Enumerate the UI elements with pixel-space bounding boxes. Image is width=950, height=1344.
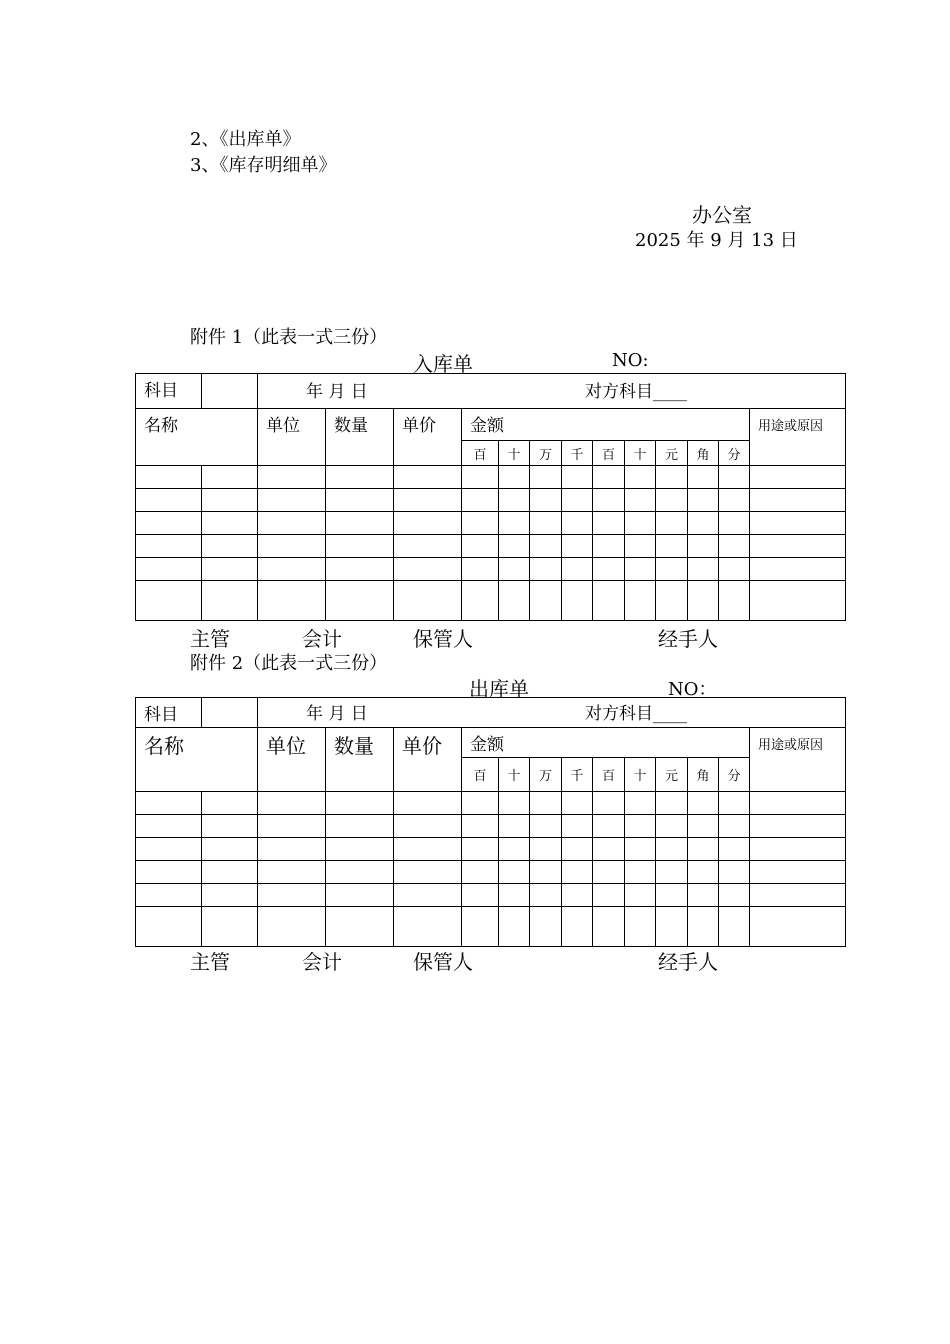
- digit-yuan: 元: [656, 758, 688, 792]
- table-row[interactable]: [136, 815, 846, 838]
- table-row[interactable]: [136, 558, 846, 581]
- table-row[interactable]: [136, 512, 846, 535]
- form-number-label: NO:: [612, 350, 649, 371]
- digit-jiao: 角: [688, 441, 719, 466]
- list-item-outbound: 2、《出库单》: [190, 129, 301, 150]
- table-row[interactable]: [136, 861, 846, 884]
- header-quantity: 数量: [326, 409, 394, 466]
- attachment-caption: 附件 1（此表一式三份）: [190, 327, 388, 348]
- table-row[interactable]: [136, 535, 846, 558]
- digit-hundred: 百: [593, 441, 625, 466]
- digit-thousand: 千: [562, 758, 593, 792]
- table-row[interactable]: [136, 466, 846, 489]
- signature-handler: 经手人: [658, 627, 718, 651]
- digit-jiao: 角: [688, 758, 719, 792]
- digit-ten-million: 十: [499, 441, 530, 466]
- header-purpose: 用途或原因: [750, 728, 846, 792]
- signature-accountant: 会计: [302, 950, 342, 974]
- table-row[interactable]: [136, 581, 846, 621]
- signature-keeper: 保管人: [413, 627, 473, 651]
- header-name: 名称: [136, 409, 258, 466]
- form-number-label: NO：: [668, 679, 717, 700]
- form-title: 入库单: [413, 352, 473, 376]
- digit-thousand: 千: [562, 441, 593, 466]
- digit-ten-thousand: 万: [530, 758, 562, 792]
- subject-value-cell[interactable]: [202, 374, 258, 409]
- subject-value-cell[interactable]: [202, 698, 258, 728]
- date-counter-cell: 年 月 日 对方科目____: [258, 698, 846, 728]
- inbound-form-table: [135, 373, 846, 621]
- header-amount: 金额: [462, 728, 750, 758]
- signature-accountant: 会计: [302, 627, 342, 651]
- attachment-caption: 附件 2（此表一式三份）: [190, 653, 388, 674]
- list-item-inventory: 3、《库存明细单》: [190, 155, 337, 176]
- header-purpose: 用途或原因: [750, 409, 846, 466]
- digit-fen: 分: [719, 758, 750, 792]
- form-title: 出库单: [469, 677, 529, 701]
- table-row[interactable]: [136, 884, 846, 907]
- table-row[interactable]: [136, 838, 846, 861]
- header-unit: 单位: [258, 728, 326, 792]
- signature-supervisor: 主管: [190, 950, 230, 974]
- table-row[interactable]: [136, 489, 846, 512]
- header-name: 名称: [136, 728, 258, 792]
- digit-yuan: 元: [656, 441, 688, 466]
- subject-label-cell: 科目: [136, 374, 202, 409]
- digit-ten-thousand: 万: [530, 441, 562, 466]
- digit-ten: 十: [625, 441, 656, 466]
- header-unit: 单位: [258, 409, 326, 466]
- department-name: 办公室: [692, 203, 752, 227]
- header-amount: 金额: [462, 409, 750, 441]
- table-row[interactable]: [136, 792, 846, 815]
- table-row[interactable]: [136, 907, 846, 947]
- document-date: 2025 年 9 月 13 日: [635, 230, 798, 251]
- signature-supervisor: 主管: [190, 627, 230, 651]
- signature-handler: 经手人: [658, 950, 718, 974]
- signature-keeper: 保管人: [413, 950, 473, 974]
- subject-label-cell: 科目: [136, 698, 202, 728]
- date-counter-cell: 年 月 日 对方科目____: [258, 374, 846, 409]
- header-unit-price: 单价: [394, 728, 462, 792]
- header-quantity: 数量: [326, 728, 394, 792]
- digit-ten-million: 十: [499, 758, 530, 792]
- header-unit-price: 单价: [394, 409, 462, 466]
- digit-fen: 分: [719, 441, 750, 466]
- outbound-form-table: [135, 697, 846, 947]
- digit-ten: 十: [625, 758, 656, 792]
- digit-hundred-million: 百: [462, 758, 499, 792]
- digit-hundred: 百: [593, 758, 625, 792]
- digit-hundred-million: 百: [462, 441, 499, 466]
